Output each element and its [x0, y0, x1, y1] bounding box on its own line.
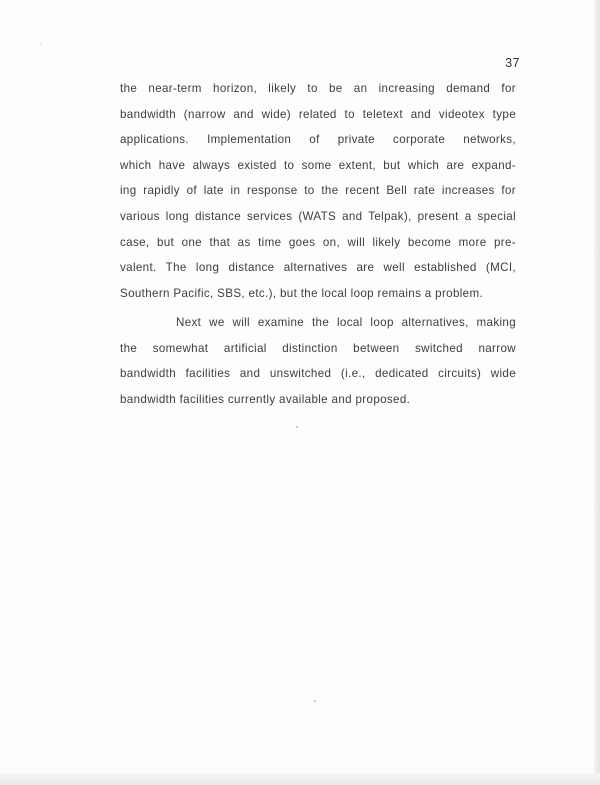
text-line: applications. Implementation of private corporate networks,: [120, 133, 516, 147]
paragraph-2: [120, 310, 516, 412]
scan-speck: [314, 700, 316, 702]
text-line: Southern Pacific, SBS, etc.), but the local loop remains a problem.: [120, 286, 484, 300]
text-line: bandwidth facilities and unswitched (i.e., dedicated circuits) wide: [120, 367, 516, 381]
page-edge-shadow-right: [594, 0, 600, 785]
text-line: various long distance services (WATS and Telpak), present a special: [120, 209, 516, 223]
text-line: ing rapidly of late in response to the recent Bell rate increases for: [120, 184, 516, 198]
paragraph-1: [120, 76, 516, 306]
text-line: Next we will examine the local loop alternatives, making: [176, 316, 516, 329]
text-line: valent. The long distance alternatives are well established (MCI,: [120, 261, 516, 275]
text-line: which have always existed to some extent, but which are expand-: [120, 158, 516, 172]
text-line: bandwidth (narrow and wide) related to teletext and videotex type: [120, 107, 516, 121]
text-line: the somewhat artificial distinction between switched narrow: [120, 341, 516, 355]
scan-speck: [296, 426, 298, 428]
scan-speck: [40, 44, 41, 45]
page-number: 37: [505, 56, 520, 70]
text-line: bandwidth facilities currently available and proposed.: [120, 392, 411, 406]
text-line: the near-term horizon, likely to be an increasing demand for: [120, 82, 516, 95]
text-line: case, but one that as time goes on, will likely become more pre-: [120, 235, 516, 249]
page-edge-shadow-bottom: [0, 773, 600, 785]
